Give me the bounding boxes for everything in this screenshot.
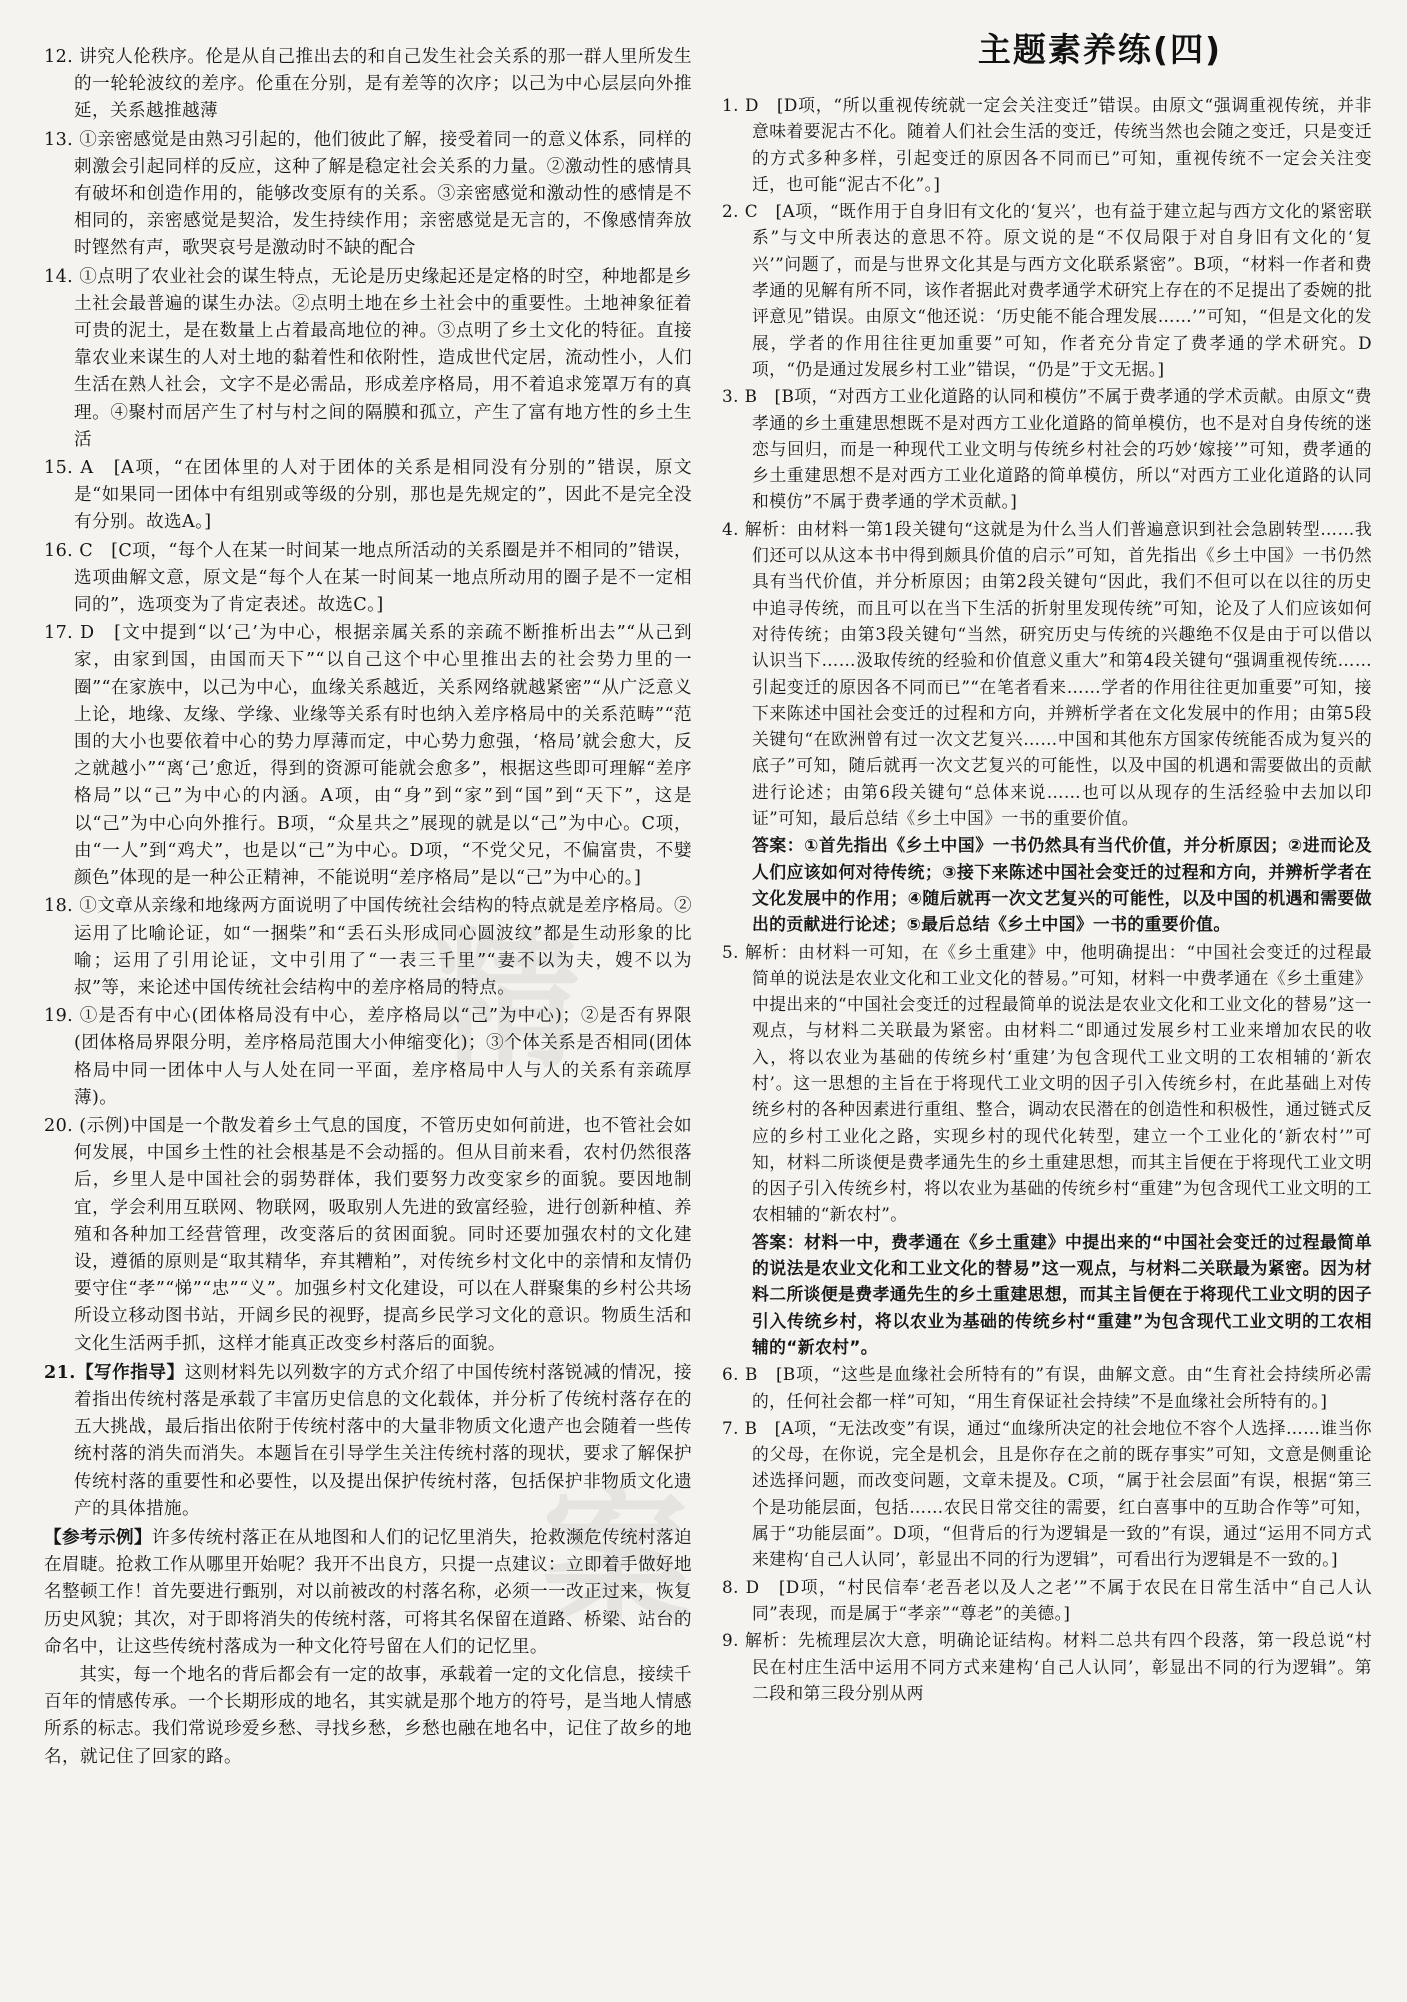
answer-q21-paragraph-2: 其实，每一个地名的背后都会有一定的故事，承载着一定的文化信息，接续千百年的情感传承。一个长期形成的地名，其实就是那个地方的符号，是当地人情感所系的标志。我们常说珍爱乡愁、寻找乡愁，乡愁也融在地名中，记住了故乡的地名，就记住了回家的路。 — [44, 1664, 692, 1767]
answer-q4-answer: 答案：①首先指出《乡土中国》一书仍然具有当代价值，并分析原因；②进而论及人们应该如何对待传统；③接下来陈述中国社会变迁的过程和方向，并辨析学者在文化发展中的作用；④随后就再一次文艺复兴的可能性，以及中国的机遇和需要做出的贡献进行论述；⑤最后总结《乡土中国》一书的重要价值。 — [752, 835, 1372, 935]
answer-q8: 8. D [D项，“村民信奉‘老吾老以及人之老’”不属于农民在日常生活中“自己人认同”表现，而是属于“孝亲”“尊老”的美德。] — [722, 1576, 1372, 1623]
answer-q5-analysis: 5. 解析：由材料一可知，在《乡土重建》中，他明确提出：“中国社会变迁的过程最简单的说法是农业文化和工业文化的替易。”可知，材料一中费孝通在《乡土重建》中提出来的“中国社会变迁的过程最简单的说法是农业文化和工业文化的替易”这一观点，与材料二关联最为紧密。由材料二“即通过发展乡村工业来增加农民的收入，将以农业为基础的传统乡村‘重建’为包含现代工业文明的工农相辅的‘新农村’。这一思想的主旨在于将现代工业文明的因子引入传统乡村，在此基础上对传统乡村的各种因素进行重组、整合，调动农民潜在的创造性和积极性，通过链式反应的乡村工业化之路，实现乡村的现代化转型，建立一个工业化的‘新农村’”可知，材料二所谈便是费孝通先生的乡土重建思想，而其主旨便在于将现代工业文明的因子引入传统乡村，将以农业为基础的传统乡村“重建”为包含现代工业文明的工农相辅的“新农村”。 — [722, 941, 1372, 1225]
answer-q15: 15. A [A项，“在团体里的人对于团体的关系是相同没有分别的”错误，原文是“如果同一团体中有组别或等级的分别，那也是先规定的”，因此不是完全没有分别。故选A。] — [44, 458, 692, 533]
q21-guide-text: 这则材料先以列数字的方式介绍了中国传统村落锐减的情况，接着指出传统村落是承载了丰富历史信息的文化载体，并分析了传统村落存在的五大挑战，最后指出依附于传统村落中的大量非物质文化遗产也会随着一些传统村落的消失而消失。本题旨在引导学生关注传统村落的现状，要求了解保护传统村落的重要性和必要性，以及提出保护传统村落，包括保护非物质文化遗产的具体措施。 — [74, 1362, 692, 1519]
page-title: 主题素养练(四) — [977, 30, 1223, 69]
left-column — [44, 44, 692, 1954]
watermark-char-2: 案 — [540, 1475, 711, 1649]
answer-q7: 7. B [A项，“无法改变”有误，通过“血缘所决定的社会地位不容个人选择……谁当你的父母，在你说，完全是机会，且是你存在之前的既存事实”可知，文意是侧重论述选择问题，而改变问题，文章未提及。C项，“属于社会层面”有误，根据“第三个是功能层面，包括……农民日常交往的需要，红白喜事中的互助合作等”可知，属于“功能层面”。D项，“但背后的行为逻辑是一致的”有误，通过“运用不同方式来建构‘自己人认同’，彰显出不同的行为逻辑”，可看出行为逻辑是不一致的。] — [722, 1417, 1372, 1570]
right-column — [722, 92, 1372, 2002]
answer-q12: 12. 讲究人伦秩序。伦是从自己推出去的和自己发生社会关系的那一群人里所发生的一轮轮波纹的差序。伦重在分别，是有差等的次序；以己为中心层层向外推延，关系越推越薄 — [44, 47, 692, 122]
answer-q18: 18. ①文章从亲缘和地缘两方面说明了中国传统社会结构的特点就是差序格局。②运用了比喻论证，如“一捆柴”和“丢石头形成同心圆波纹”都是生动形象的比喻；运用了引用论证，文中引用了“一表三千里”“妻不以为夫，嫂不以为叔”等，来论述中国传统社会结构中的差序格局的特点。 — [44, 896, 692, 998]
answer-q19: 19. ①是否有中心(团体格局没有中心，差序格局以“己”为中心)；②是否有界限(团体格局界限分明，差序格局范围大小伸缩变化)；③个体关系是否相同(团体格局中同一团体中人与人处在同一平面，差序格局中人与人的关系有亲疏厚薄)。 — [44, 1006, 692, 1108]
answer-q6: 6. B [B项，“这些是血缘社会所特有的”有误，曲解文意。由“生育社会持续所必需的，任何社会都一样”可知，“用生育保证社会持续”不是血缘社会所特有的。] — [722, 1364, 1372, 1411]
answer-q5-answer: 答案：材料一中，费孝通在《乡土重建》中提出来的“中国社会变迁的过程最简单的说法是农业文化和工业文化的替易”这一观点，与材料二关联最为紧密。因为材料二所谈便是费孝通先生的乡土重建思想，而其主旨便在于将现代工业文明的因子引入传统乡村，将以农业为基础的传统乡村“重建”为包含现代工业文明的工农相辅的“新农村”。 — [752, 1231, 1372, 1357]
answer-q20: 20. (示例)中国是一个散发着乡土气息的国度，不管历史如何前进，也不管社会如何发展，中国乡土性的社会根基是不会动摇的。但从目前来看，农村仍然很落后，乡里人是中国社会的弱势群体，我们要努力改变家乡的面貌。要因地制宜，学会利用互联网、物联网，吸取别人先进的致富经验，进行创新种植、养殖和各种加工经营管理，改变落后的贫困面貌。同时还要加强农村的文化建设，遵循的原则是“取其精华，弃其糟粕”，对传统乡村文化中的亲情和友情仍要守住“孝”“悌”“忠”“义”。加强乡村文化建设，可以在人群聚集的乡村公共场所设立移动图书站，开阔乡民的视野，提高乡民学习文化的意识。物质生活和文化生活两手抓，这样才能真正改变乡村落后的面貌。 — [44, 1115, 692, 1354]
watermark-char-1: 精 — [430, 915, 601, 1089]
q21-reference-label: 【参考示例】 — [44, 1526, 152, 1548]
answer-q21-guide — [44, 1359, 692, 1523]
answer-q16: 16. C [C项，“每个人在某一时间某一地点所活动的关系圈是并不相同的”错误，选项曲解文意，原文是“每个人在某一时间某一地点所动用的圈子是不一定相同的”，选项变为了肯定表述。故选C。] — [44, 540, 692, 616]
answer-q4-analysis: 4. 解析：由材料一第1段关键句“这就是为什么当人们普遍意识到社会急剧转型……我们还可以从这本书中得到颇具价值的启示”可知，首先指出《乡土中国》一书仍然具有当代价值，并分析原因；由第2段关键句“因此，我们不但可以在以往的历史中追寻传统，而且可以在当下生活的折射里发现传统”可知，论及了人们应该如何对待传统；由第3段关键句“当然，研究历史与传统的兴趣绝不仅是由于可以借以认识当下……汲取传统的经验和价值意义重大”和第4段关键句“强调重视传统……引起变迁的原因各不同而已”“在笔者看来……学者的作用往往更加重要”可知，接下来陈述中国社会变迁的过程和方向，并辨析学者在文化发展中的作用；由第5段关键句“在欧洲曾有过一次文艺复兴……中国和其他东方国家传统能否成为复兴的底子”可知，随后就再一次文艺复兴的可能性，以及中国的机遇和需要做出的贡献进行论述；由第6段关键句“总体来说……也可以从现存的生活经验中去加以印证”可知，最后总结《乡土中国》一书的重要价值。 — [722, 518, 1372, 829]
answer-q13: 13. ①亲密感觉是由熟习引起的，他们彼此了解，接受着同一的意义体系，同样的刺激会引起同样的反应，这种了解是稳定社会关系的力量。②激动性的感情具有破坏和创造作用的，能够改变原有的关系。③亲密感觉和激动性的感情是不相同的，亲密感觉是契洽，发生持续作用；亲密感觉是无言的，不像感情奔放时铿然有声，歌哭哀号是激动时不缺的配合 — [44, 129, 692, 259]
answer-q3: 3. B [B项，“对西方工业化道路的认同和模仿”不属于费孝通的学术贡献。由原文“费孝通的乡土重建思想既不是对西方工业化道路的简单模仿，也不是对自身传统的迷恋与回归，而是一种现代工业文明与传统乡村社会的巧妙‘嫁接’”可知，费孝通的乡土重建思想不是对西方工业化道路的简单模仿，所以“对西方工业化道路的认同和模仿”不属于费孝通的学术贡献。] — [722, 386, 1372, 512]
answer-q14: 14. ①点明了农业社会的谋生特点，无论是历史缘起还是定格的时空，种地都是乡土社会最普遍的谋生办法。②点明土地在乡土社会中的重要性。土地神象征着可贵的泥土，是在数量上占着最高地位的神。③点明了乡土文化的特征。直接靠农业来谋生的人对土地的黏着性和依附性，造成世代定居，流动性小，人们生活在熟人社会，文字不是必需品，形成差序格局，用不着追求笼罩万有的真理。④聚村而居产生了村与村之间的隔膜和孤立，产生了富有地方性的乡土生活 — [44, 266, 692, 450]
q21-reference-text: 许多传统村落正在从地图和人们的记忆里消失，抢救濒危传统村落迫在眉睫。抢救工作从哪里开始呢？我开不出良方，只提一点建议：立即着手做好地名整顿工作！首先要进行甄别，对以前被改的村落名称，必须一一改正过来，恢复历史风貌；其次，对于即将消失的传统村落，可将其名保留在道路、桥梁、站台的命名中，让这些传统村落成为一种文化符号留在人们的记忆里。 — [44, 1527, 692, 1657]
answer-q9: 9. 解析：先梳理层次大意，明确论证结构。材料二总共有四个段落，第一段总说“村民在村庄生活中运用不同方式来建构‘自己人认同’，彰显出不同的行为逻辑”。第二段和第三段分别从两 — [722, 1630, 1372, 1703]
q21-guide-label: 21.【写作指导】 — [44, 1361, 185, 1383]
answer-q21-reference — [44, 1524, 692, 1661]
answer-q2: 2. C [A项，“既作用于自身旧有文化的‘复兴’，也有益于建立起与西方文化的紧密联系”与文中所表达的意思不符。原文说的是“不仅局限于对自身旧有文化的‘复兴’”问题了，而是与世界文化其是与西方文化联系紧密”。B项，“材料一作者和费孝通的见解有所不同，该作者据此对费孝通学术研究上存在的不足提出了委婉的批评意见”错误。由原文“他还说：‘历史能不能合理发展……’”可知，“但是文化的发展，学者的作用往往更加重要”可知，作者充分肯定了费孝通的学术研究。D项，“仍是通过发展乡村工业”错误，“仍是”于文无据。] — [722, 201, 1372, 379]
answer-q17: 17. D [文中提到“以‘己’为中心，根据亲属关系的亲疏不断推析出去”“从己到家，由家到国，由国而天下”“以自己这个中心里推出去的社会势力里的一圈”“在家族中，以己为中心，血缘关系越近，关系网络就越紧密”“从广泛意义上论，地缘、友缘、学缘、业缘等关系有时也纳入差序格局中的关系范畴”“范围的大小也要依着中心的势力厚薄而定，中心势力愈强，‘格局’就会愈大，反之就越小”“离‘己’愈近，得到的资源可能就会愈多”，根据这些即可理解“差序格局”以“己”为中心的内涵。A项，由“身”到“家”到“国”到“天下”，这是以“己”为中心向外推行。B项，“众星共之”展现的就是以“己”为中心。C项，由“一人”到“鸡犬”，也是以“己”为中心。D项，“不党父兄，不偏富贵，不嬖颜色”体现的是一种公正精神，不能说明“差序格局”是以“己”为中心的。] — [44, 623, 692, 889]
answer-q1: 1. D [D项，“所以重视传统就一定会关注变迁”错误。由原文“强调重视传统，并非意味着要泥古不化。随着人们社会生活的变迁，传统当然也会随之变迁，只是变迁的方式多种多样，引起变迁的原因各不同而已”可知，重视传统不一定会关注变迁，也可能“泥古不化”。] — [722, 95, 1372, 194]
